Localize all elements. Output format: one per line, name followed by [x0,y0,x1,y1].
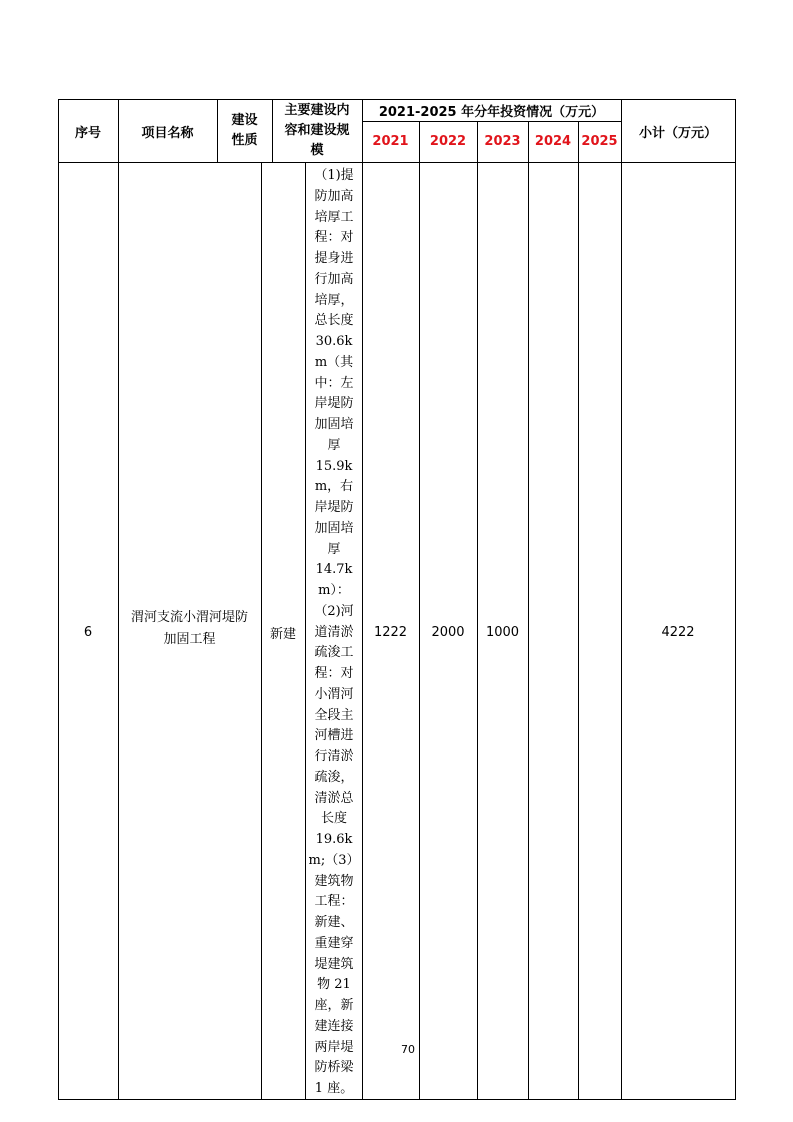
content-line: 防加高 [314,188,354,204]
content-line: 防桥梁 [314,1060,354,1076]
content-line: 工程： [314,894,354,910]
content-line: 加固培 [314,520,354,536]
header-subtotal: 小计（万元） [638,125,717,141]
content-line: m（其 [314,354,354,370]
content-line: 清淤总 [314,790,354,806]
header-project-name: 项目名称 [141,125,194,141]
col-divider-2022 [419,121,420,1100]
header-nature-line-2: 性质 [231,133,258,148]
content-line: 行加高 [314,271,354,287]
content-line: 两岸堤 [314,1039,354,1055]
content-line: （1)提 [314,168,354,183]
content-line: 培厚， [314,292,354,308]
header-year-2025: 2025 [581,134,618,149]
content-line: 堤建筑 [314,956,354,972]
header-year-2022: 2022 [429,134,467,149]
content-line: 中：左 [314,375,354,391]
content-line: 15.9k [315,458,353,474]
header-year-2021: 2021 [372,134,409,149]
content-line: 14.7k [315,562,353,578]
col-divider-name [118,99,119,1100]
header-serial-number: 序号 [74,125,101,141]
content-line: 19.6k [315,832,353,847]
content-line: 物 21 [317,977,351,993]
row-investment-2022: 2000 [431,624,465,640]
header-construction-nature [217,99,272,163]
header-year-2023: 2023 [484,134,521,149]
content-line: m;（3） [308,852,360,868]
content-line: m）： [318,583,350,598]
content-line: 岸堤防 [314,500,354,515]
content-line: 建连接 [314,1018,354,1034]
row-investment-2021: 1222 [373,624,408,640]
content-line: 座，新 [314,998,354,1013]
header-content-line-2: 容和建设规 [284,123,350,138]
content-line: 小渭河 [314,686,354,702]
content-line: 疏浚工 [314,645,354,661]
content-line: 厚 [327,437,341,453]
table-border-left [58,99,59,1100]
row-investment-2024 [528,612,578,652]
row-subtotal: 4222 [661,624,695,640]
col-divider-2024 [528,121,529,1100]
header-annual-investment: 2021-2025 年分年投资情况（万元） [378,104,605,120]
row-project-name-line-2: 加固工程 [163,632,216,647]
content-line: 岸堤防 [314,396,354,412]
content-line: （2)河 [314,603,354,619]
header-content-line-3: 模 [310,143,324,158]
content-line: m，右 [314,479,354,495]
content-line: 总长度 [314,313,354,329]
content-line: 疏浚， [314,769,354,785]
row-serial-number: 6 [83,624,93,640]
content-line: 厚 [327,541,341,557]
content-line: 培厚工 [314,209,354,225]
content-line: 新建、 [314,915,354,930]
row-project-name [118,604,261,654]
col-divider-2025 [578,121,579,1100]
col-divider-2023 [477,121,478,1100]
header-main-content [272,99,362,163]
col-divider-invest [362,99,363,1100]
col-divider-subtotal [621,99,622,1100]
row-project-name-line-1: 渭河支流小渭河堤防 [130,610,248,625]
header-year-2024: 2024 [534,134,572,149]
row-construction-content [306,166,362,1100]
content-line: 河槽进 [314,728,354,744]
content-line: 提身进 [314,251,354,266]
row-investment-2023: 1000 [485,624,520,640]
header-content-line-1: 主要建设内 [284,103,350,118]
table-border-right [735,99,736,1100]
row-investment-2025 [578,612,621,652]
content-line: 建筑物 [314,873,354,889]
content-line: 程：对 [314,666,354,681]
content-line: 1 座。 [314,1081,354,1096]
content-line: 程：对 [314,230,354,246]
content-line: 长度 [320,811,347,827]
content-line: 全段主 [314,707,354,723]
content-line: 重建穿 [314,935,354,951]
content-line: 加固培 [314,417,354,432]
row-construction-nature: 新建 [269,626,296,642]
content-line: 行清淤 [314,749,354,764]
content-line: 道清淤 [314,624,354,640]
row-note-number: 70 [401,1042,415,1056]
content-line: 30.6k [315,334,353,349]
header-nature-line-1: 建设 [231,113,258,128]
table-border-bottom [58,1099,735,1100]
